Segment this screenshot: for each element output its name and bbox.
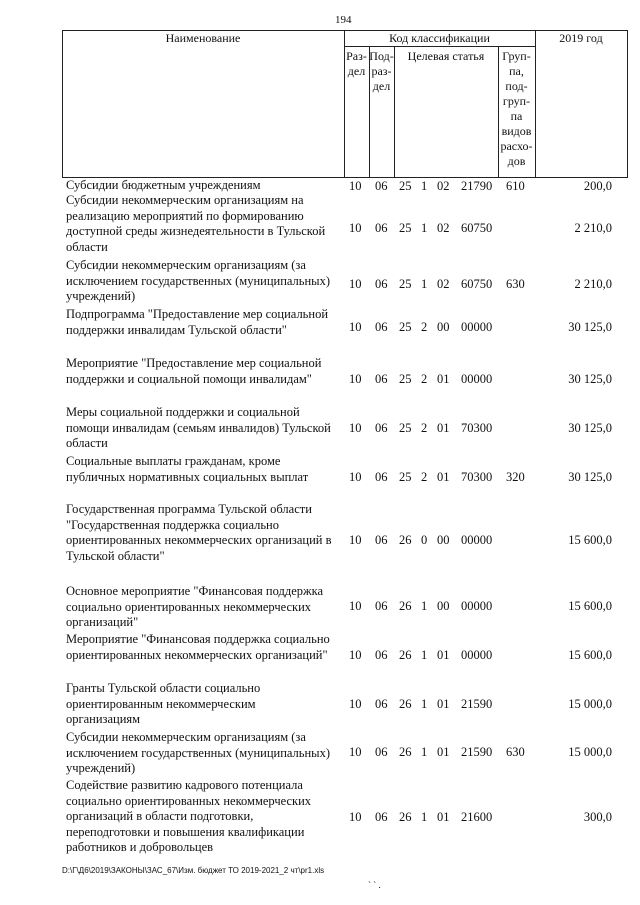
row-podrazdel: 06 — [375, 533, 388, 547]
row-target-program: 26 — [399, 745, 412, 759]
row-target-subprogram: 1 — [421, 697, 428, 711]
row-target-subprogram: 1 — [421, 277, 428, 291]
row-razdel: 10 — [349, 179, 362, 193]
row-target-direction: 00000 — [461, 372, 493, 386]
row-name: Мероприятие "Финансовая поддержка социально ориентированных некоммерческих организаций" — [66, 632, 330, 662]
row-name: Основное мероприятие "Финансовая поддержка социально ориентированных некоммерческих организаций" — [66, 584, 324, 629]
row-target-direction: 00000 — [461, 648, 493, 662]
row-target-direction: 00000 — [461, 320, 493, 334]
row-name: Мероприятие "Предоставление мер социальной поддержки и социальной помощи инвалидам" — [66, 356, 322, 386]
row-razdel: 10 — [349, 745, 362, 759]
scan-marks: ` ` . — [368, 880, 381, 890]
row-target-event: 01 — [437, 745, 450, 759]
row-name: Гранты Тульской области социально ориентированным некоммерческим организациям — [66, 681, 261, 726]
row-target-program: 25 — [399, 421, 412, 435]
column-header-year: 2019 год — [559, 31, 603, 45]
column-header-group: Груп- па, под- груп- па видов расхо- дов — [500, 49, 533, 168]
row-target-program: 26 — [399, 697, 412, 711]
row-podrazdel: 06 — [375, 810, 388, 824]
row-razdel: 10 — [349, 697, 362, 711]
row-amount: 300,0 — [583, 810, 612, 824]
row-amount: 30 125,0 — [568, 320, 612, 334]
row-target-subprogram: 1 — [421, 599, 428, 613]
row-razdel: 10 — [349, 533, 362, 547]
row-target-subprogram: 2 — [421, 372, 428, 386]
row-razdel: 10 — [349, 320, 362, 334]
row-name: Субсидии некоммерческим организациям (за исключением государственных (муниципальных) учреждений) — [66, 258, 330, 303]
column-header-podrazdel: Под- раз- дел — [369, 49, 394, 93]
row-target-event: 02 — [437, 179, 450, 193]
row-group: 630 — [506, 745, 525, 759]
row-target-program: 26 — [399, 599, 412, 613]
row-amount: 15 600,0 — [568, 533, 612, 547]
row-razdel: 10 — [349, 372, 362, 386]
row-target-direction: 21590 — [461, 745, 493, 759]
row-target-program: 26 — [399, 648, 412, 662]
row-razdel: 10 — [349, 221, 362, 235]
row-name: Содействие развитию кадрового потенциала социально ориентированных некоммерческих организаций в области подготовки, переподготовки и повышения квалификации работников и добровольцев — [66, 778, 312, 854]
row-podrazdel: 06 — [375, 648, 388, 662]
row-amount: 2 210,0 — [574, 277, 612, 291]
row-amount: 30 125,0 — [568, 470, 612, 484]
row-podrazdel: 06 — [375, 599, 388, 613]
row-name: Социальные выплаты гражданам, кроме публичных нормативных социальных выплат — [66, 454, 309, 484]
row-amount: 30 125,0 — [568, 421, 612, 435]
row-target-subprogram: 2 — [421, 320, 428, 334]
row-amount: 15 000,0 — [568, 697, 612, 711]
row-target-direction: 21790 — [461, 179, 493, 193]
row-podrazdel: 06 — [375, 372, 388, 386]
row-target-event: 00 — [437, 533, 450, 547]
row-target-direction: 00000 — [461, 533, 493, 547]
row-target-program: 26 — [399, 533, 412, 547]
row-target-direction: 70300 — [461, 470, 493, 484]
row-podrazdel: 06 — [375, 421, 388, 435]
row-razdel: 10 — [349, 470, 362, 484]
row-name: Меры социальной поддержки и социальной помощи инвалидам (семьям инвалидов) Тульской области — [66, 405, 331, 450]
row-target-direction: 21590 — [461, 697, 493, 711]
row-target-event: 01 — [437, 470, 450, 484]
column-header-name: Наименование — [165, 31, 241, 45]
file-path-footer: D:\Г\Д6\2019\ЗАКОНЫ\ЗАС_67\Изм. бюджет ТО 2019-2021_2 чт\pr1.xls — [62, 866, 325, 875]
row-target-direction: 70300 — [461, 421, 493, 435]
row-amount: 200,0 — [583, 179, 612, 193]
row-name: Подпрограмма "Предоставление мер социальной поддержки инвалидам Тульской области" — [66, 307, 329, 337]
row-group: 320 — [506, 470, 525, 484]
row-podrazdel: 06 — [375, 320, 388, 334]
row-podrazdel: 06 — [375, 697, 388, 711]
row-target-subprogram: 2 — [421, 421, 428, 435]
row-amount: 15 600,0 — [568, 599, 612, 613]
row-target-direction: 60750 — [461, 221, 493, 235]
row-target-subprogram: 1 — [421, 179, 428, 193]
row-razdel: 10 — [349, 421, 362, 435]
column-header-classification: Код классификации — [389, 31, 490, 45]
row-target-subprogram: 1 — [421, 221, 428, 235]
row-target-event: 01 — [437, 421, 450, 435]
row-target-event: 01 — [437, 648, 450, 662]
row-podrazdel: 06 — [375, 277, 388, 291]
row-razdel: 10 — [349, 810, 362, 824]
row-name: Субсидии некоммерческим организациям на реализацию мероприятий по формированию доступной среды жизнедеятельности в Тульской области — [66, 193, 326, 254]
row-target-program: 25 — [399, 277, 412, 291]
row-amount: 2 210,0 — [574, 221, 612, 235]
row-amount: 30 125,0 — [568, 372, 612, 386]
row-podrazdel: 06 — [375, 221, 388, 235]
row-target-program: 25 — [399, 372, 412, 386]
row-target-event: 01 — [437, 372, 450, 386]
row-name: Субсидии бюджетным учреждениям — [66, 178, 261, 192]
row-razdel: 10 — [349, 648, 362, 662]
row-target-event: 02 — [437, 221, 450, 235]
row-target-subprogram: 1 — [421, 745, 428, 759]
row-target-subprogram: 0 — [421, 533, 428, 547]
row-amount: 15 600,0 — [568, 648, 612, 662]
row-razdel: 10 — [349, 277, 362, 291]
row-target-event: 00 — [437, 320, 450, 334]
row-podrazdel: 06 — [375, 470, 388, 484]
row-name: Государственная программа Тульской области "Государственная поддержка социально ориентированных некоммерческих организаций в Тульской области" — [66, 502, 332, 563]
page-number: 194 — [335, 14, 352, 26]
row-target-direction: 00000 — [461, 599, 493, 613]
row-target-program: 25 — [399, 320, 412, 334]
row-target-subprogram: 2 — [421, 470, 428, 484]
row-target-direction: 60750 — [461, 277, 493, 291]
row-target-subprogram: 1 — [421, 810, 428, 824]
row-target-program: 25 — [399, 179, 412, 193]
row-group: 610 — [506, 179, 525, 193]
row-target-program: 25 — [399, 470, 412, 484]
row-target-program: 26 — [399, 810, 412, 824]
row-target-event: 01 — [437, 810, 450, 824]
column-header-target: Целевая статья — [407, 49, 485, 63]
row-group: 630 — [506, 277, 525, 291]
row-razdel: 10 — [349, 599, 362, 613]
row-target-subprogram: 1 — [421, 648, 428, 662]
column-header-razdel: Раз- дел — [346, 49, 367, 78]
row-amount: 15 000,0 — [568, 745, 612, 759]
row-target-program: 25 — [399, 221, 412, 235]
row-podrazdel: 06 — [375, 745, 388, 759]
row-podrazdel: 06 — [375, 179, 388, 193]
row-target-event: 00 — [437, 599, 450, 613]
row-target-event: 02 — [437, 277, 450, 291]
row-target-direction: 21600 — [461, 810, 493, 824]
row-name: Субсидии некоммерческим организациям (за исключением государственных (муниципальных) учреждений) — [66, 730, 330, 775]
row-target-event: 01 — [437, 697, 450, 711]
